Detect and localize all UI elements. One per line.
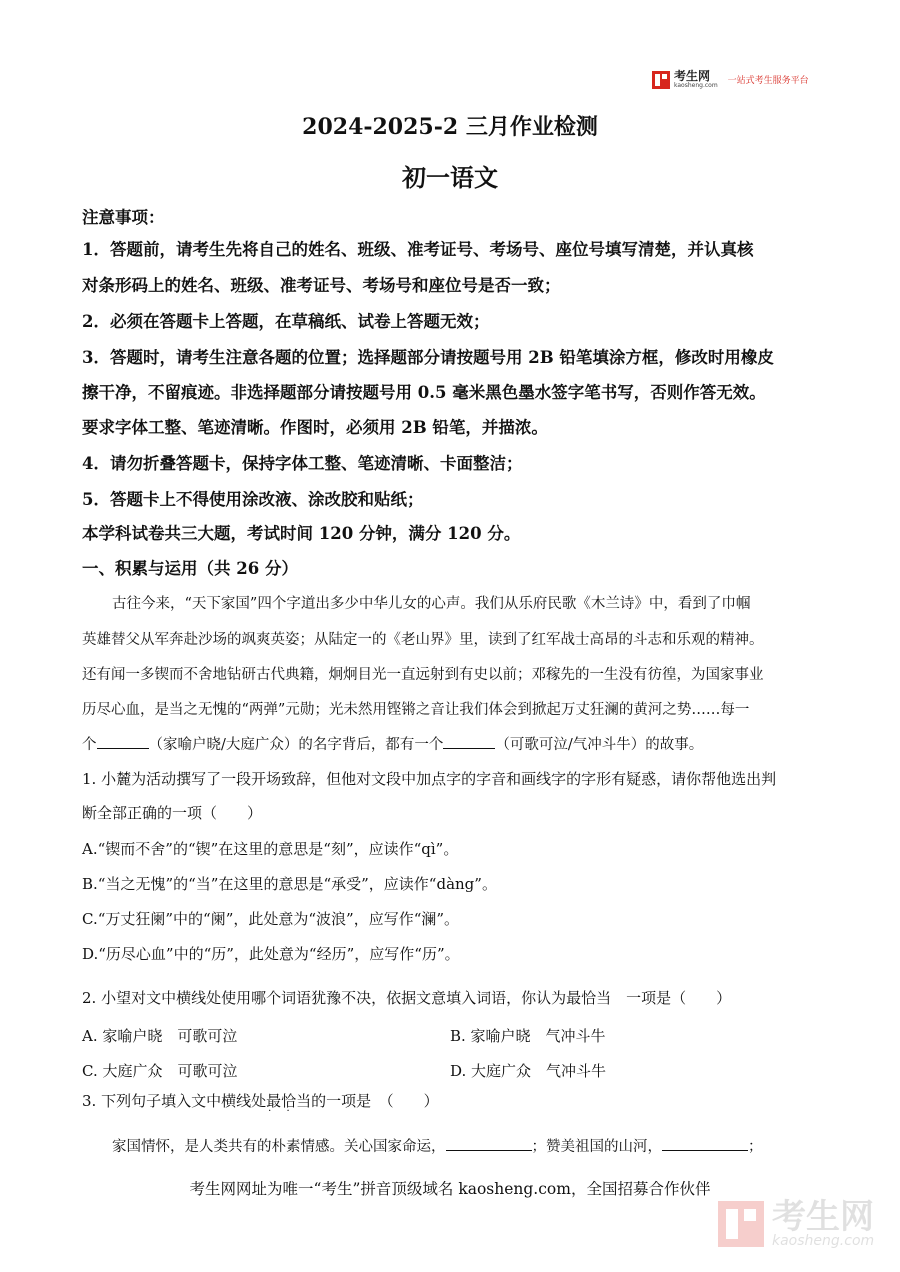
question-2-option-b: B. 家喻户晓 气冲斗牛 bbox=[450, 1027, 606, 1045]
exam-title: 2024-2025-2 三月作业检测 bbox=[302, 114, 598, 140]
passage-line-last bbox=[82, 733, 703, 754]
passage-text: （可歌可泣/气冲斗牛）的故事。 bbox=[495, 737, 704, 753]
passage-line: 古往今来，“天下家国”四个字道出多少中华儿女的心声。我们从乐府民歌《木兰诗》中，看到了巾帼 bbox=[112, 596, 751, 612]
notice-line: 1．答题前，请考生先将自己的姓名、班级、准考证号、考场号、座位号填写清楚，并认真核 bbox=[82, 240, 754, 259]
passage-text: 家国情怀，是人类共有的朴素情感。关心国家命运， bbox=[112, 1139, 446, 1155]
page-footer: 考生网网址为唯一“考生”拼音顶级域名 kaosheng.com，全国招募合作伙伴 bbox=[189, 1180, 711, 1198]
question-2-option-a: A. 家喻户晓 可歌可泣 bbox=[82, 1027, 238, 1045]
kaosheng-logo-icon bbox=[652, 71, 670, 89]
logo-name: 考生网 bbox=[674, 69, 711, 83]
answer-blank bbox=[443, 734, 495, 749]
section-heading: 一、积累与运用（共 26 分） bbox=[82, 559, 298, 578]
answer-blank bbox=[446, 1136, 532, 1151]
header-logo bbox=[652, 70, 809, 89]
question-2-option-c: C. 大庭广众 可歌可泣 bbox=[82, 1062, 238, 1080]
passage-text: ；赞美祖国的山河， bbox=[531, 1139, 662, 1155]
question-3-stem bbox=[82, 1090, 439, 1111]
question-3-passage bbox=[112, 1135, 763, 1156]
question-3-stem-text: 3. 下列句子填入文中横线处 bbox=[82, 1092, 267, 1110]
question-3-emphasis: 最恰当 · · bbox=[266, 1092, 311, 1110]
watermark bbox=[718, 1197, 875, 1249]
passage-line: 历尽心血，是当之无愧的“两弹”元勋；光未然用铿锵之音让我们体会到掀起万丈狂澜的黄河之势……每一 bbox=[82, 702, 750, 718]
notice-line: 本学科试卷共三大题，考试时间 120 分钟，满分 120 分。 bbox=[82, 524, 521, 543]
notice-line: 对条形码上的姓名、班级、准考证号、考场号和座位号是否一致； bbox=[82, 276, 561, 295]
question-1-option-a: A.“锲而不舍”的“锲”在这里的意思是“刻”，应读作“qì”。 bbox=[82, 840, 459, 858]
passage-line: 还有闻一多锲而不舍地钻研古代典籍，炯炯目光一直远射到有史以前；邓稼先的一生没有彷徨，为国家事业 bbox=[82, 667, 764, 683]
notice-line: 擦干净，不留痕迹。非选择题部分请按题号用 0.5 毫米黑色墨水签字笔书写，否则作答无效。 bbox=[82, 383, 766, 402]
logo-slogan: 一站式考生服务平台 bbox=[727, 76, 809, 86]
passage-text: ； bbox=[748, 1139, 763, 1155]
question-1-option-d: D.“历尽心血”中的“历”，此处意为“经历”，应写作“历”。 bbox=[82, 945, 460, 963]
notice-line: 2．必须在答题卡上答题，在草稿纸、试卷上答题无效； bbox=[82, 312, 490, 331]
passage-line: 英雄替父从军奔赴沙场的飒爽英姿；从陆定一的《老山界》里，读到了红军战士高昂的斗志和乐观的精神。 bbox=[82, 632, 764, 648]
notice-line: 要求字体工整、笔迹清晰。作图时，必须用 2B 铅笔，并描浓。 bbox=[82, 418, 548, 437]
logo-domain: kaosheng.com bbox=[674, 82, 718, 89]
kaosheng-watermark-icon bbox=[718, 1201, 764, 1247]
passage-text: （家喻户晓/大庭广众）的名字背后，都有一个 bbox=[148, 737, 444, 753]
notice-heading: 注意事项： bbox=[82, 208, 165, 227]
question-3-stem-text: 的一项是 （ ） bbox=[311, 1092, 439, 1110]
watermark-name: 考生网 bbox=[772, 1197, 874, 1237]
question-1-stem: 1. 小麓为活动撰写了一段开场致辞，但他对文段中加点字的字音和画线字的字形有疑惑，请你帮他选出判 bbox=[82, 770, 777, 788]
passage-text: 个 bbox=[82, 737, 97, 753]
question-2-stem: 2. 小望对文中横线处使用哪个词语犹豫不决，依据文意填入词语，你认为最恰当 一项是（ ） bbox=[82, 989, 732, 1007]
notice-line: 5．答题卡上不得使用涂改液、涂改胶和贴纸； bbox=[82, 490, 424, 509]
notice-line: 3．答题时，请考生注意各题的位置；选择题部分请按题号用 2B 铅笔填涂方框，修改时用橡皮 bbox=[82, 348, 774, 367]
answer-blank bbox=[97, 734, 149, 749]
question-1-option-b: B.“当之无愧”的“当”在这里的意思是“承受”，应读作“dàng”。 bbox=[82, 875, 497, 893]
question-2-option-d: D. 大庭广众 气冲斗牛 bbox=[450, 1062, 607, 1080]
question-1-stem: 断全部正确的一项（ ） bbox=[82, 804, 263, 822]
exam-subject: 初一语文 bbox=[402, 163, 498, 192]
watermark-domain: kaosheng.com bbox=[772, 1233, 875, 1249]
question-1-option-c: C.“万丈狂阑”中的“阑”，此处意为“波浪”，应写作“澜”。 bbox=[82, 910, 460, 928]
answer-blank bbox=[662, 1136, 748, 1151]
notice-line: 4．请勿折叠答题卡，保持字体工整、笔迹清晰、卡面整洁； bbox=[82, 454, 523, 473]
